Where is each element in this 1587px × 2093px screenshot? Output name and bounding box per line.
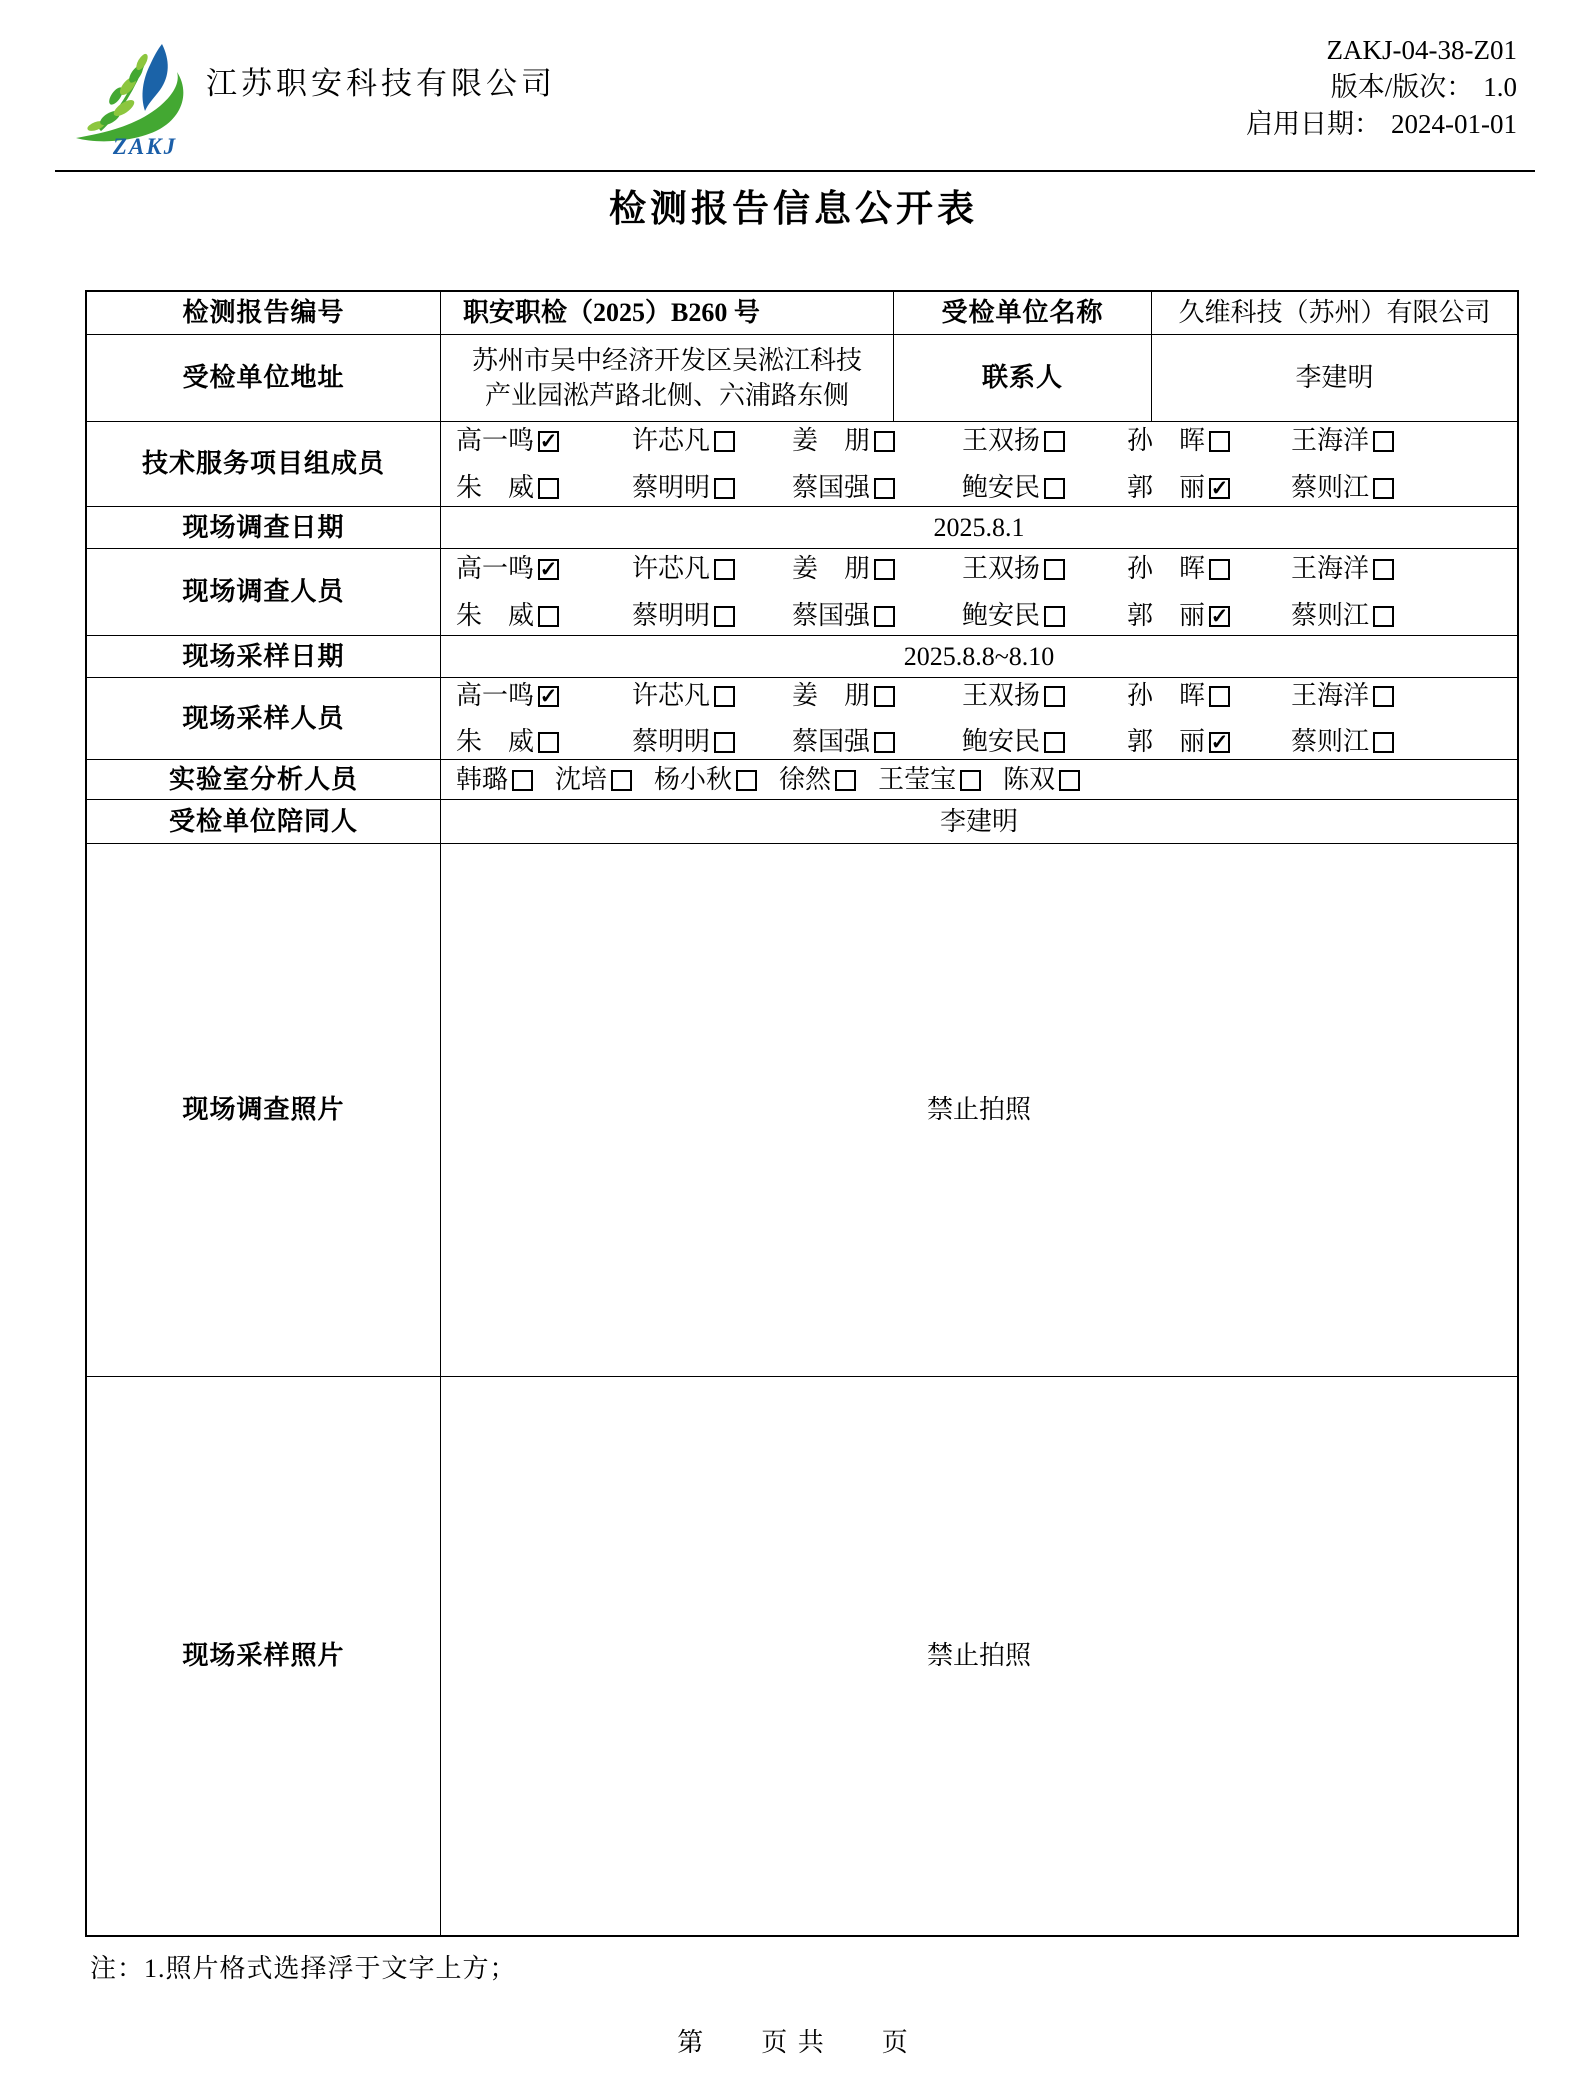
lab-staff-line <box>441 762 1517 797</box>
checkbox-icon <box>835 770 856 791</box>
member-item <box>962 724 1127 759</box>
member-name: 蔡明明 <box>632 600 711 630</box>
member-name: 许芯凡 <box>632 426 711 456</box>
member-name: 高一鸣 <box>456 554 535 584</box>
member-item <box>792 551 962 586</box>
checkbox-checked-icon: ✓ <box>1210 730 1229 755</box>
header-divider <box>55 170 1535 172</box>
checkbox-icon <box>960 770 981 791</box>
contact-label: 联系人 <box>893 335 1151 421</box>
sampling-photo-label: 现场采样照片 <box>182 1641 345 1671</box>
checkbox-icon <box>714 431 735 452</box>
sampling-photo-value: 禁止拍照 <box>440 1377 1517 1935</box>
member-item <box>456 551 632 586</box>
checkbox-icon <box>714 686 735 707</box>
member-item <box>962 470 1127 505</box>
address-label: 受检单位地址 <box>182 363 345 393</box>
member-item <box>1127 423 1291 458</box>
checkbox-icon <box>1044 478 1065 499</box>
address-line-2: 产业园淞芦路北侧、六浦路东侧 <box>484 381 849 410</box>
sampling-staff-members <box>440 678 1517 759</box>
checkbox-icon <box>1044 686 1065 707</box>
report-no-value: 职安职检（2025）B260 号 <box>440 292 893 334</box>
member-item <box>1127 724 1291 759</box>
effective-date-label: 启用日期： <box>1246 109 1382 139</box>
member-item <box>1291 598 1517 633</box>
member-item <box>1127 470 1291 505</box>
checkbox-icon <box>1044 606 1065 627</box>
checkbox-icon <box>736 770 757 791</box>
table-row-survey-photo <box>87 843 1517 1376</box>
checkbox-icon <box>714 559 735 580</box>
survey-date-value: 2025.8.1 <box>440 507 1517 548</box>
member-item <box>1003 762 1080 797</box>
member-item <box>632 423 792 458</box>
checkbox-icon <box>538 606 559 627</box>
page-title: 检测报告信息公开表 <box>609 189 978 230</box>
member-item <box>456 423 632 458</box>
table-row-lab-staff <box>87 759 1517 799</box>
member-item <box>456 598 632 633</box>
member-name: 蔡明明 <box>632 727 711 757</box>
checkbox-icon <box>512 770 533 791</box>
member-item <box>555 762 632 797</box>
effective-date-value: 2024-01-01 <box>1391 109 1517 139</box>
member-item <box>632 678 792 713</box>
sampling-staff-label: 现场采样人员 <box>182 704 345 734</box>
member-item <box>632 724 792 759</box>
table-row-team-members <box>87 421 1517 506</box>
member-name: 孙 晖 <box>1127 554 1206 584</box>
checkbox-checked-icon: ✓ <box>1210 603 1229 628</box>
checkbox-icon <box>1044 431 1065 452</box>
contact-value: 李建明 <box>1151 335 1517 421</box>
member-item <box>456 470 632 505</box>
checkbox-icon <box>874 559 895 580</box>
member-name: 姜 朋 <box>792 554 871 584</box>
member-item <box>1291 423 1517 458</box>
member-name: 王双扬 <box>962 554 1041 584</box>
table-row-survey-staff <box>87 548 1517 635</box>
member-item <box>962 678 1127 713</box>
logo-brand-text: ZAKJ <box>112 134 178 159</box>
checkbox-icon <box>874 686 895 707</box>
member-name: 蔡国强 <box>792 600 871 630</box>
accompany-value: 李建明 <box>440 800 1517 843</box>
checkbox-icon <box>538 478 559 499</box>
unit-name-value: 久维科技（苏州）有限公司 <box>1151 292 1517 334</box>
sampling-staff-line-2 <box>441 724 1517 759</box>
member-item <box>792 423 962 458</box>
member-item <box>654 762 757 797</box>
member-name: 高一鸣 <box>456 426 535 456</box>
member-name: 姜 朋 <box>792 426 871 456</box>
sampling-staff-line-1 <box>441 678 1517 713</box>
checkbox-icon <box>1059 770 1080 791</box>
version-line <box>1246 69 1517 106</box>
member-name: 王海洋 <box>1291 554 1370 584</box>
member-item <box>1291 678 1517 713</box>
member-item <box>878 762 981 797</box>
address-line-1: 苏州市吴中经济开发区吴淞江科技 <box>471 345 862 375</box>
member-name: 高一鸣 <box>456 681 535 710</box>
table-row-report-no <box>87 292 1517 334</box>
checkbox-checked-icon: ✓ <box>1210 475 1229 500</box>
checkbox-icon <box>714 478 735 499</box>
member-item <box>632 551 792 586</box>
member-name: 朱 威 <box>456 727 535 757</box>
member-item <box>632 470 792 505</box>
member-name: 蔡则江 <box>1291 472 1370 502</box>
member-name: 蔡国强 <box>792 727 871 757</box>
member-name: 杨小秋 <box>654 764 733 794</box>
member-name: 鲍安民 <box>962 727 1041 757</box>
sampling-date-value: 2025.8.8~8.10 <box>440 636 1517 677</box>
lab-staff-label: 实验室分析人员 <box>168 764 358 794</box>
team-members <box>440 422 1517 506</box>
checkbox-icon <box>1373 431 1394 452</box>
table-row-sampling-date <box>87 635 1517 677</box>
company-logo-icon <box>70 34 200 174</box>
member-name: 鲍安民 <box>962 472 1041 502</box>
member-name: 王双扬 <box>962 426 1041 456</box>
team-members-line-2 <box>441 470 1517 505</box>
member-item <box>1127 598 1291 633</box>
member-name: 沈培 <box>555 764 608 794</box>
member-item <box>1291 724 1517 759</box>
member-name: 孙 晖 <box>1127 426 1206 456</box>
member-name: 蔡则江 <box>1291 600 1370 630</box>
member-item <box>792 678 962 713</box>
member-name: 郭 丽 <box>1127 600 1206 630</box>
doc-code: ZAKJ-04-38-Z01 <box>1326 35 1517 65</box>
team-members-line-1 <box>441 423 1517 458</box>
effective-date-line <box>1246 106 1517 143</box>
checkbox-icon <box>611 770 632 791</box>
member-name: 王莹宝 <box>878 764 957 794</box>
checkbox-icon <box>1044 559 1065 580</box>
survey-staff-line-2 <box>441 598 1517 633</box>
report-no-label: 检测报告编号 <box>182 298 345 328</box>
checkbox-icon <box>1209 431 1230 452</box>
member-item <box>456 762 533 797</box>
member-name: 王双扬 <box>962 681 1041 710</box>
table-row-survey-date <box>87 506 1517 548</box>
checkbox-icon <box>874 732 895 753</box>
member-item <box>1127 678 1291 713</box>
member-item <box>1291 551 1517 586</box>
member-item <box>962 423 1127 458</box>
checkbox-icon <box>1209 559 1230 580</box>
survey-staff-members <box>440 549 1517 635</box>
checkbox-icon <box>1209 686 1230 707</box>
member-name: 鲍安民 <box>962 600 1041 630</box>
checkbox-checked-icon: ✓ <box>539 684 558 709</box>
member-name: 韩璐 <box>456 764 509 794</box>
member-name: 孙 晖 <box>1127 681 1206 710</box>
member-item <box>632 598 792 633</box>
member-item <box>456 724 632 759</box>
team-label: 技术服务项目组成员 <box>141 449 385 479</box>
member-item <box>456 678 632 713</box>
member-name: 朱 威 <box>456 472 535 502</box>
member-name: 郭 丽 <box>1127 472 1206 502</box>
member-name: 许芯凡 <box>632 554 711 584</box>
logo-plant-icon <box>70 34 200 144</box>
checkbox-icon <box>1044 732 1065 753</box>
member-name: 许芯凡 <box>632 681 711 710</box>
sampling-date-label: 现场采样日期 <box>182 641 345 671</box>
checkbox-icon <box>874 606 895 627</box>
survey-date-label: 现场调查日期 <box>182 512 345 542</box>
company-name: 江苏职安科技有限公司 <box>206 66 556 101</box>
table-row-address <box>87 334 1517 421</box>
version-label: 版本/版次： <box>1330 72 1474 102</box>
survey-photo-label: 现场调查照片 <box>182 1095 345 1125</box>
document-meta <box>1246 32 1517 143</box>
member-item <box>792 724 962 759</box>
address-value <box>440 335 893 421</box>
survey-staff-line-1 <box>441 551 1517 586</box>
accompany-label: 受检单位陪同人 <box>168 806 358 836</box>
member-name: 王海洋 <box>1291 426 1370 456</box>
member-name: 徐然 <box>779 764 832 794</box>
member-item <box>962 551 1127 586</box>
member-name: 朱 威 <box>456 600 535 630</box>
checkbox-icon <box>1373 686 1394 707</box>
member-item <box>779 762 856 797</box>
member-name: 蔡则江 <box>1291 727 1370 757</box>
survey-photo-value: 禁止拍照 <box>440 844 1517 1376</box>
checkbox-icon <box>714 606 735 627</box>
member-item <box>792 598 962 633</box>
checkbox-icon <box>1373 478 1394 499</box>
checkbox-icon <box>874 431 895 452</box>
member-item <box>792 470 962 505</box>
checkbox-icon <box>1373 559 1394 580</box>
member-item <box>1127 551 1291 586</box>
disclosure-table <box>85 290 1519 1937</box>
member-name: 姜 朋 <box>792 681 871 710</box>
version-value: 1.0 <box>1483 72 1517 102</box>
member-name: 蔡明明 <box>632 472 711 502</box>
table-row-sampling-staff <box>87 677 1517 759</box>
table-row-accompany <box>87 799 1517 843</box>
checkbox-icon <box>874 478 895 499</box>
checkbox-icon <box>538 732 559 753</box>
member-name: 郭 丽 <box>1127 727 1206 757</box>
checkbox-icon <box>1373 606 1394 627</box>
table-row-sampling-photo <box>87 1376 1517 1935</box>
lab-staff-members <box>440 760 1517 799</box>
member-item <box>1291 470 1517 505</box>
checkbox-checked-icon: ✓ <box>539 557 558 582</box>
member-name: 王海洋 <box>1291 681 1370 710</box>
checkbox-icon <box>1373 732 1394 753</box>
page-number-footer: 第 页 共 页 <box>677 2028 910 2057</box>
survey-staff-label: 现场调查人员 <box>182 577 345 607</box>
checkbox-checked-icon: ✓ <box>539 429 558 454</box>
footnote: 注：1.照片格式选择浮于文字上方； <box>90 1954 517 1983</box>
member-name: 陈双 <box>1003 764 1056 794</box>
member-item <box>962 598 1127 633</box>
member-name: 蔡国强 <box>792 472 871 502</box>
unit-name-label: 受检单位名称 <box>893 292 1151 334</box>
checkbox-icon <box>714 732 735 753</box>
